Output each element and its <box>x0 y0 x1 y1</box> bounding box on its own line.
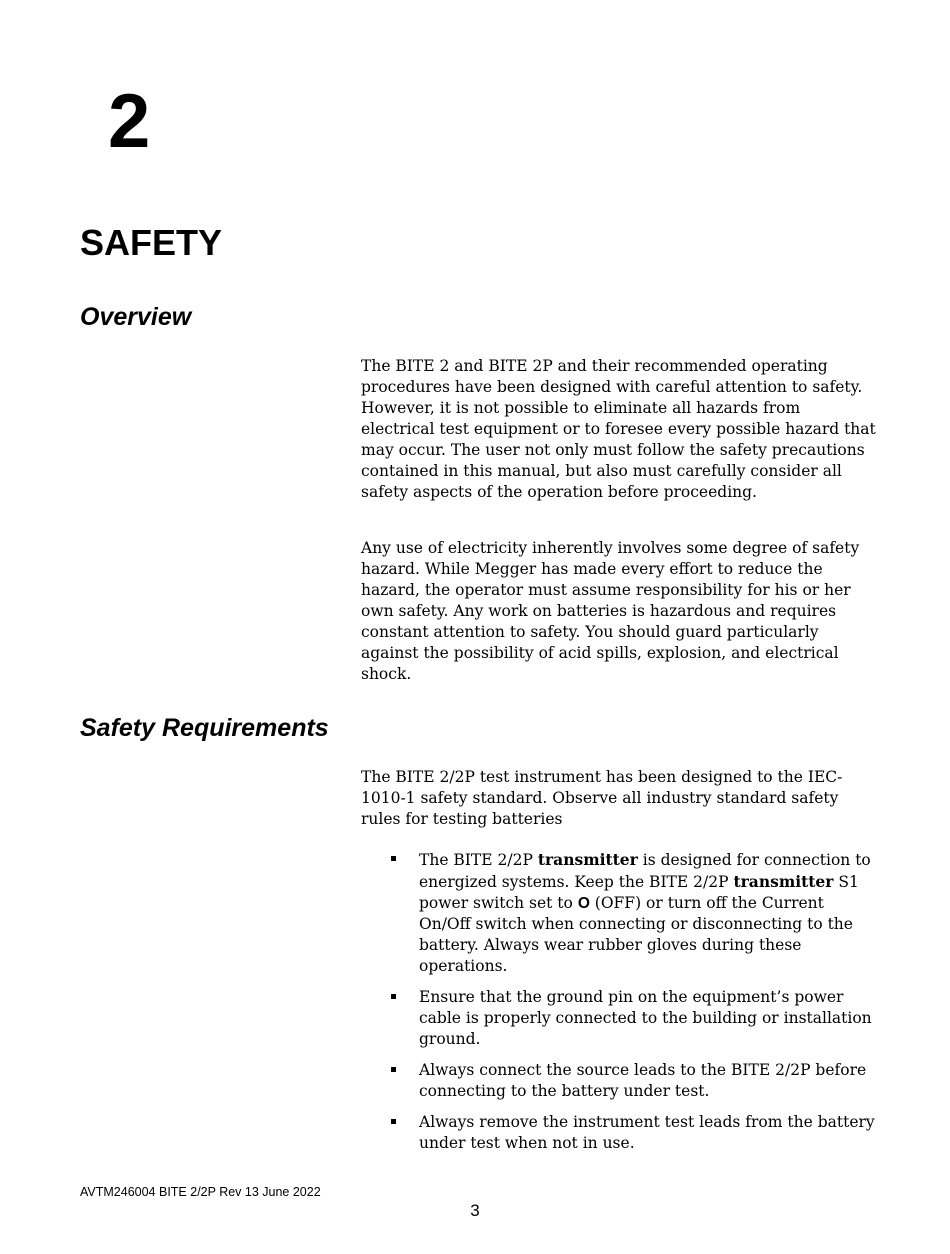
footer-document-reference: AVTM246004 BITE 2/2P Rev 13 June 2022 <box>80 1185 321 1199</box>
chapter-number: 2 <box>108 79 151 164</box>
bullet-1-text-c: S1 power switch set to <box>419 873 859 912</box>
list-item <box>361 1060 877 1102</box>
overview-heading: Overview <box>80 303 192 331</box>
chapter-title: SAFETY <box>80 222 223 263</box>
bullet-1-text-b: is designed for connection to energized systems. Keep the BITE 2/2P <box>419 851 871 891</box>
bullet-marker <box>391 994 396 999</box>
safety-requirements-heading: Safety Requirements <box>80 714 329 742</box>
list-item <box>361 987 877 1050</box>
overview-paragraph-2: Any use of electricity inherently involves some degree of safety hazard. While Megger has made every effort to reduce the hazard, the operator must assume responsibility for his or her own safety. Any work on batteries is hazardous and requires constant attention to safety. You should guard particularly against the possibility of acid spills, explosion, and electrical shock. <box>361 539 860 683</box>
bullet-4-text: Always remove the instrument test leads from the battery under test when not in use. <box>419 1113 875 1152</box>
safety-bullet-list <box>361 849 877 1164</box>
overview-paragraph-1: The BITE 2 and BITE 2P and their recommended operating procedures have been designed with careful attention to safety. However, it is not possible to eliminate all hazards from electrical test equipment or to foresee every possible hazard that may occur. The user not only must follow the safety precautions contained in this manual, but also must carefully consider all safety aspects of the operation before proceeding. <box>361 357 876 501</box>
safety-requirements-intro: The BITE 2/2P test instrument has been designed to the IEC-1010-1 safety standard. Observe all industry standard safety rules for testing batteries <box>361 768 843 828</box>
bullet-1-text-a: The BITE 2/2P <box>419 851 538 869</box>
list-item <box>361 849 877 977</box>
bullet-marker <box>391 1067 396 1072</box>
bullet-1-bold-c: O <box>577 895 590 912</box>
bullet-marker <box>391 856 396 861</box>
bullet-1-bold-b: transmitter <box>733 872 834 891</box>
page-number: 3 <box>470 1201 480 1220</box>
bullet-marker <box>391 1119 396 1124</box>
bullet-2-text: Ensure that the ground pin on the equipment’s power cable is properly connected to the building or installation ground. <box>419 988 872 1048</box>
list-item <box>361 1112 877 1154</box>
bullet-3-text: Always connect the source leads to the BITE 2/2P before connecting to the battery under test. <box>419 1061 867 1100</box>
bullet-1-bold-a: transmitter <box>537 850 638 869</box>
bullet-1-text-d: (OFF) or turn off the Current On/Off switch when connecting or disconnecting to the battery. Always wear rubber gloves during these operations. <box>419 894 853 975</box>
